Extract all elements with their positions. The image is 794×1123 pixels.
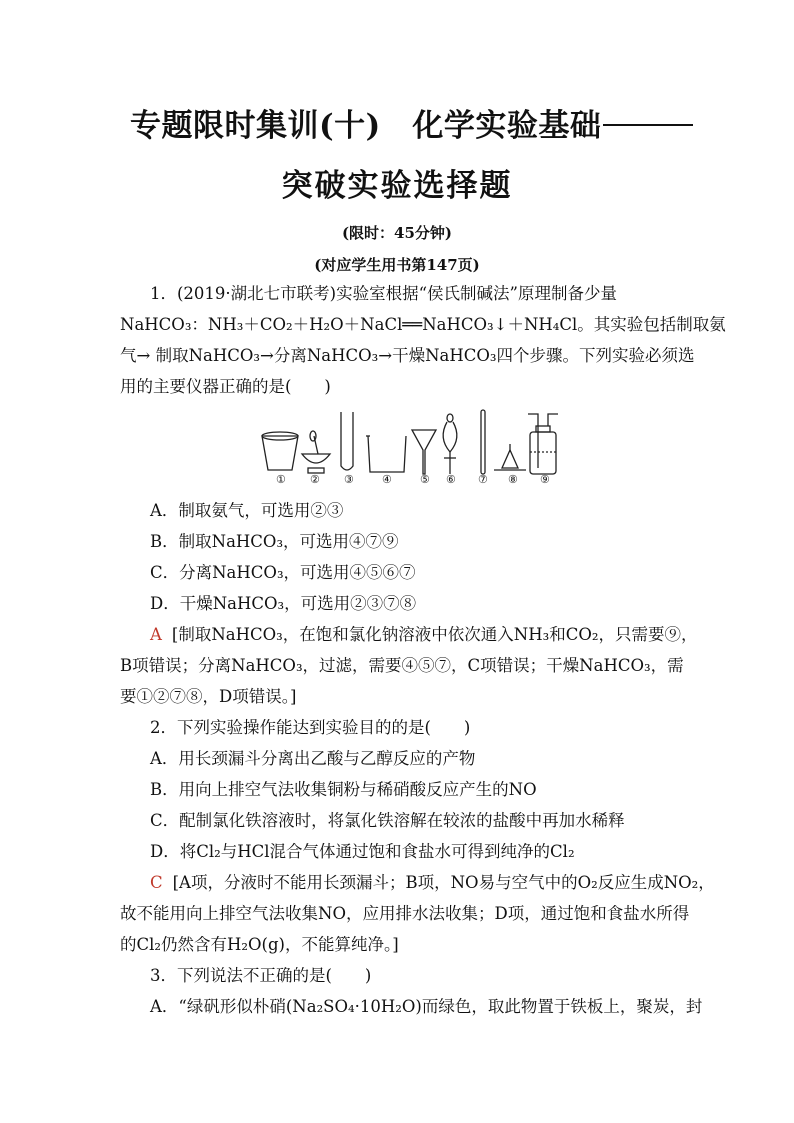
book-reference: (对应学生用书第147页): [314, 256, 480, 274]
label-3: ③: [344, 473, 354, 486]
label-6: ⑥: [446, 473, 456, 486]
label-7: ⑦: [478, 473, 488, 486]
q1-option-a: A．制取氨气，可选用②③: [150, 501, 344, 520]
glass-rod-icon: [481, 410, 485, 474]
q1-stem-line-1: 1．(2019·湖北七市联考)实验室根据“侯氏制碱法”原理制备少量: [150, 284, 617, 303]
q2-answer-text-1: [A项，分液时不能用长颈漏斗；B项，NO易与空气中的O₂反应生成NO₂，: [172, 873, 715, 892]
q2-answer-line-2: 故不能用向上排空气法收集NO，应用排水法收集；D项，通过饱和食盐水所得: [120, 904, 690, 923]
funnel-icon: [412, 430, 436, 474]
q1-stem-line-2: NaHCO₃：NH₃＋CO₂＋H₂O＋NaCl══NaHCO₃↓＋NH₄Cl。其实验包括制取氨: [120, 315, 726, 334]
beaker-icon: [366, 436, 406, 472]
title-line-1: 专题限时集训(十) 化学实验基础: [130, 108, 602, 144]
q1-answer-line-3: 要①②⑦⑧，D项错误。]: [120, 687, 297, 706]
q2-option-d: D．将Cl₂与HCl混合气体通过饱和食盐水可得到纯净的Cl₂: [150, 842, 575, 861]
q3-option-a: A．“绿矾形似朴硝(Na₂SO₄·10H₂O)而绿色，取此物置于铁板上，聚炭，封: [150, 997, 703, 1016]
clay-triangle-icon: [494, 444, 526, 470]
q1-answer-line-2: B项错误；分离NaHCO₃，过滤，需要④⑤⑦，C项错误；干燥NaHCO₃，需: [120, 656, 684, 675]
separatory-funnel-icon: [443, 414, 457, 474]
label-2: ②: [310, 473, 320, 486]
q2-stem: 2．下列实验操作能达到实验目的的是( ): [150, 718, 471, 737]
page-title: [130, 100, 693, 145]
q2-option-b: B．用向上排空气法收集铜粉与稀硝酸反应产生的NO: [150, 780, 537, 799]
q2-option-a: A．用长颈漏斗分离出乙酸与乙醇反应的产物: [150, 749, 476, 768]
time-limit: (限时：45分钟): [341, 224, 453, 242]
q1-answer-line-1: [150, 624, 710, 646]
q1-option-c: C．分离NaHCO₃，可选用④⑤⑥⑦: [150, 563, 416, 582]
test-tube-icon: [341, 412, 353, 470]
q3-stem: 3．下列说法不正确的是( ): [150, 966, 372, 985]
gas-washing-bottle-icon: [528, 414, 558, 474]
q1-answer-text-1: [制取NaHCO₃，在饱和氯化钠溶液中依次通入NH₃和CO₂，只需要⑨，: [171, 625, 698, 644]
crucible-icon: [262, 432, 298, 470]
label-5: ⑤: [420, 473, 430, 486]
title-dash-rule: [603, 124, 693, 126]
label-8: ⑧: [508, 473, 518, 486]
q1-stem-line-3: 气→ 制取NaHCO₃→分离NaHCO₃→干燥NaHCO₃四个步骤。下列实验必须选: [120, 346, 695, 365]
q1-answer-key: A: [150, 625, 162, 644]
label-1: ①: [276, 473, 286, 486]
mortar-icon: [302, 431, 330, 473]
q2-answer-line-1: [150, 872, 715, 894]
q2-option-c: C．配制氯化铁溶液时，将氯化铁溶解在较浓的盐酸中再加水稀释: [150, 811, 625, 830]
q1-option-d: D．干燥NaHCO₃，可选用②③⑦⑧: [150, 594, 417, 613]
q2-answer-line-3: 的Cl₂仍然含有H₂O(g)，不能算纯净。]: [120, 935, 399, 954]
q1-option-b: B．制取NaHCO₃，可选用④⑦⑨: [150, 532, 399, 551]
q2-answer-key: C: [150, 873, 163, 892]
page-subtitle: 突破实验选择题: [281, 168, 513, 204]
label-4: ④: [382, 473, 392, 486]
label-9: ⑨: [540, 473, 550, 486]
q1-stem-line-4: 用的主要仪器正确的是( ): [120, 377, 331, 396]
